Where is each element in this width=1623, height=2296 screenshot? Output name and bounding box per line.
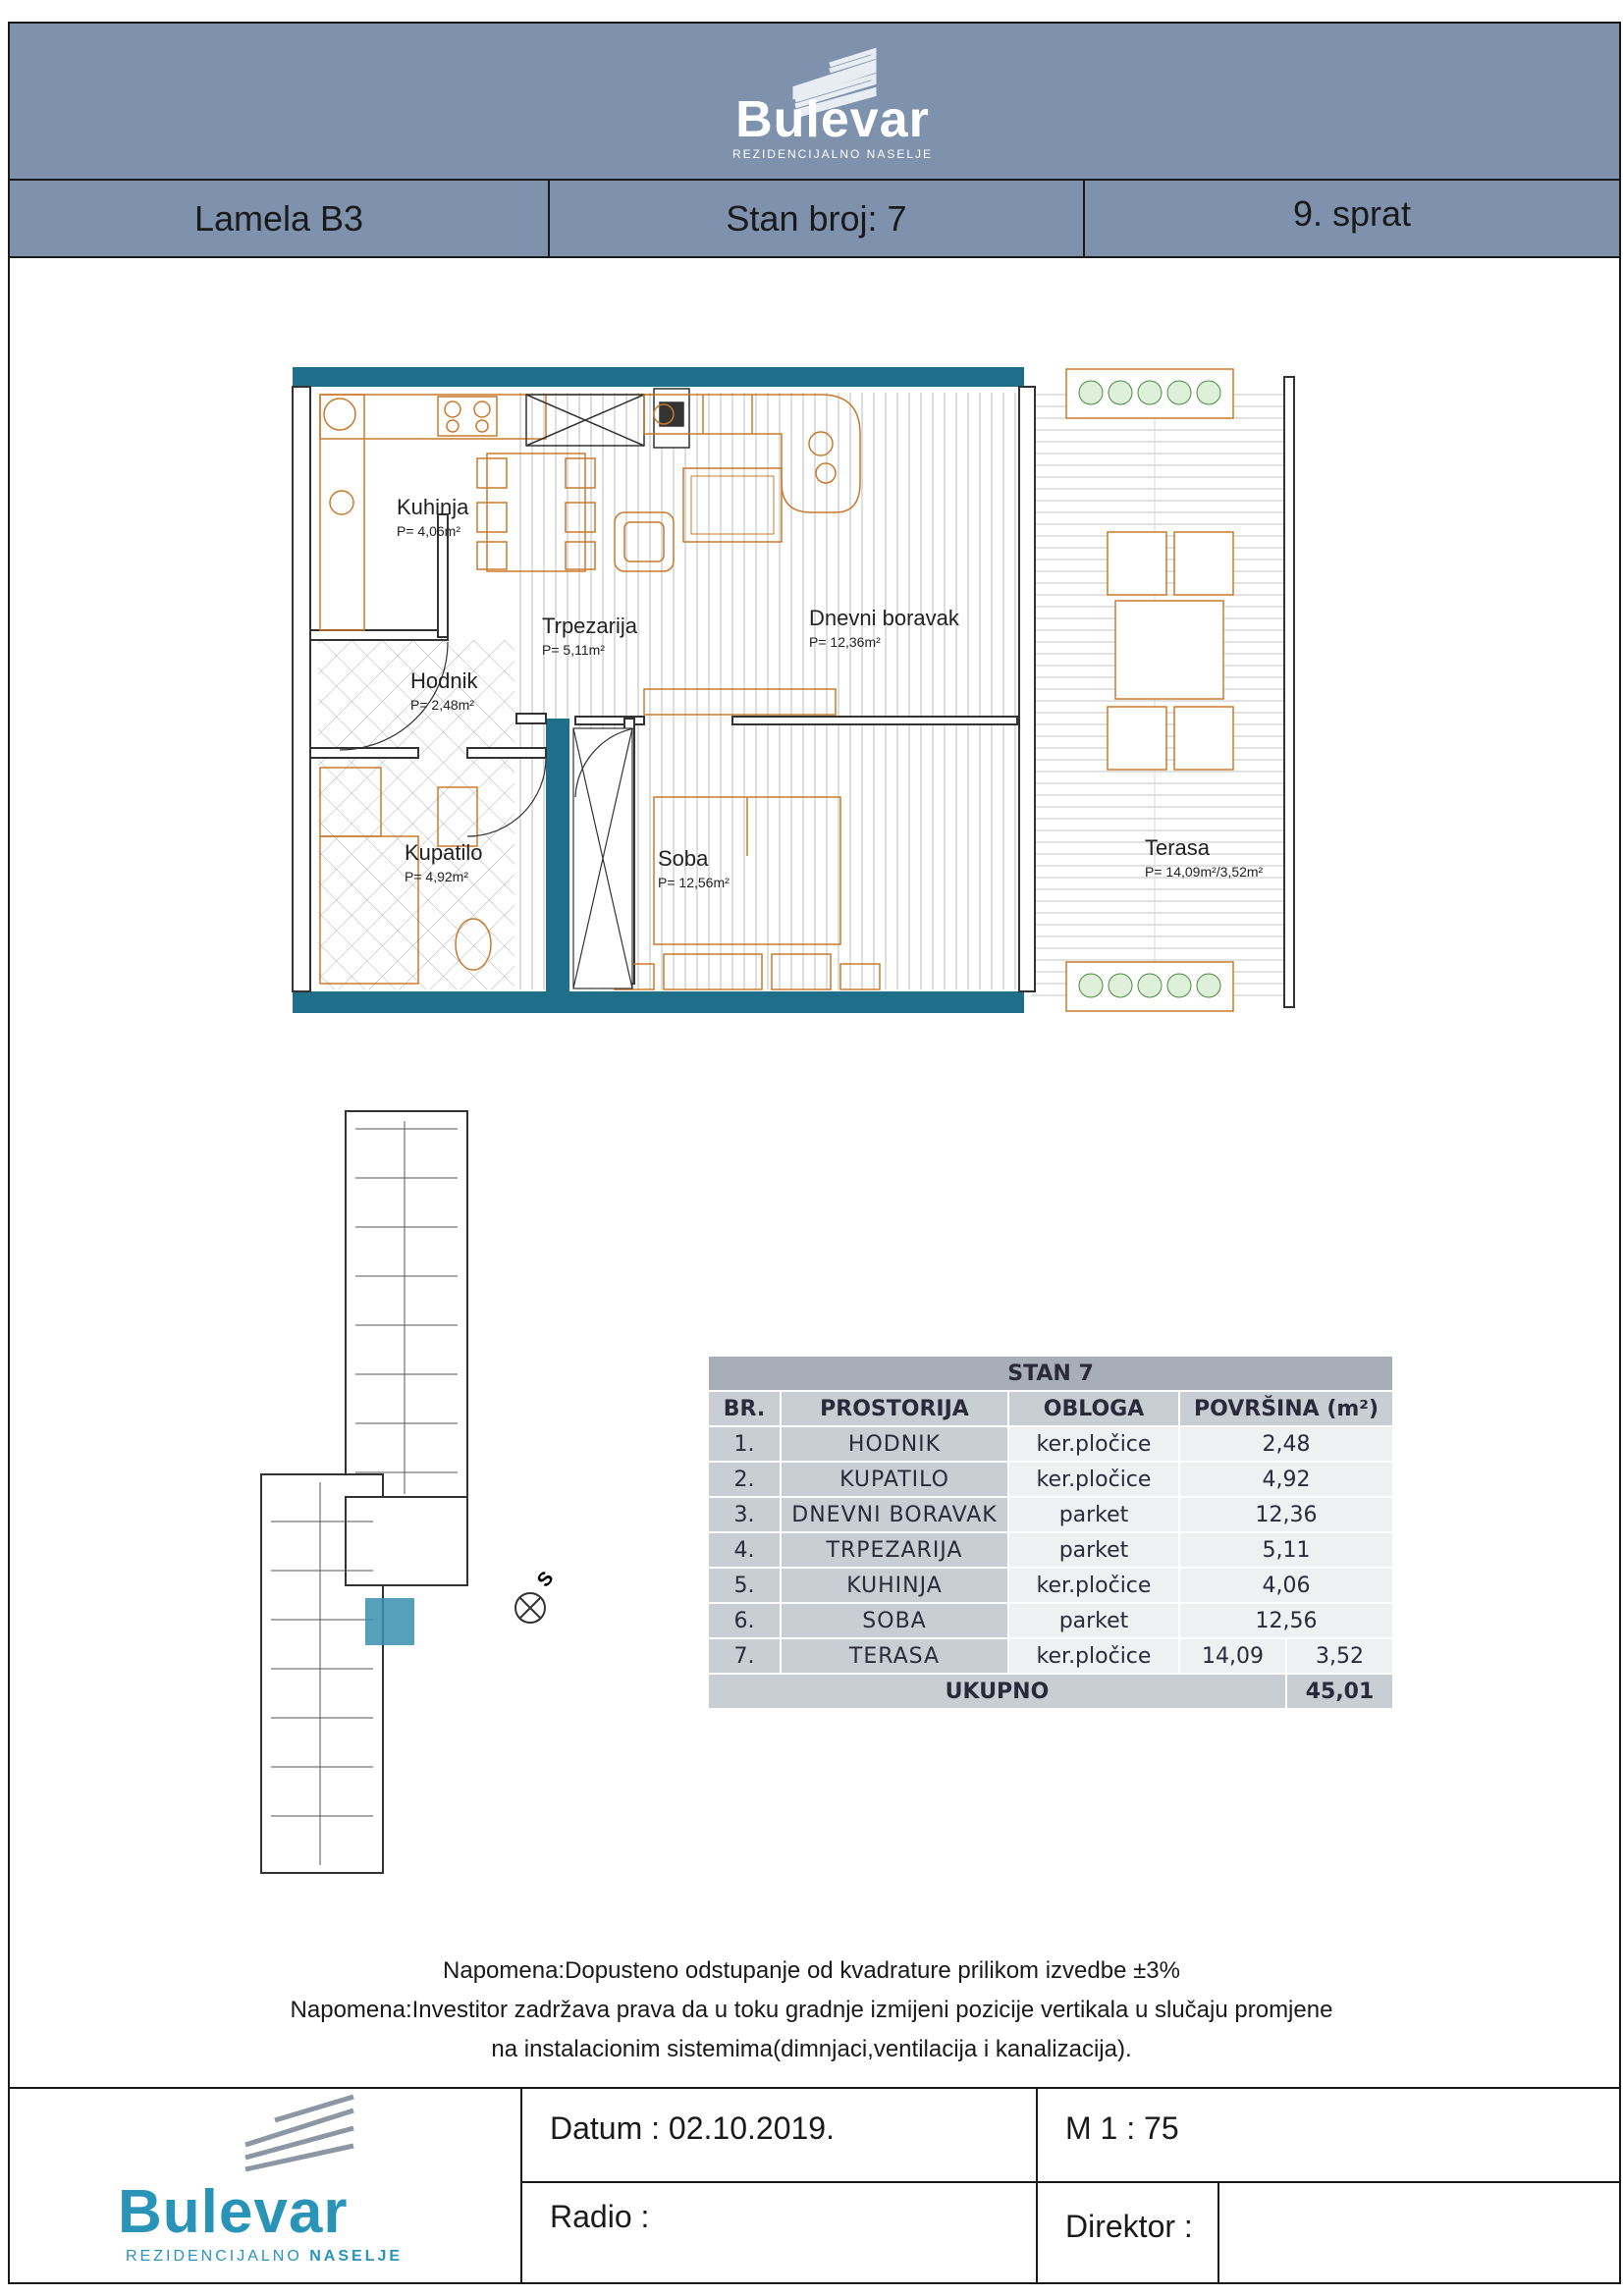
- header-logo-tagline: REZIDENCIJALNO NASELJE: [731, 147, 934, 161]
- terrace-rail: [1284, 377, 1294, 1007]
- north-wall: [293, 367, 1024, 387]
- total-row: [708, 1674, 1393, 1709]
- label-kupatilo: Kupatilo: [405, 840, 483, 865]
- table-row: 6. SOBA parket 12,56: [708, 1603, 1393, 1638]
- south-wall: [293, 991, 1024, 1013]
- soba-wall: [546, 719, 569, 991]
- area-terasa: P= 14,09m²/3,52m²: [1145, 864, 1264, 880]
- east-wall: [1019, 387, 1035, 991]
- floor-plan: [291, 365, 1356, 1013]
- col-prostorija: PROSTORIJA: [781, 1391, 1008, 1426]
- footer-logo-word: Bulevar: [118, 2178, 349, 2246]
- area-soba: P= 12,56m²: [658, 875, 730, 890]
- stan-label: Stan broj: 7: [550, 181, 1085, 256]
- radio-field: Radio :: [550, 2199, 650, 2234]
- label-terasa: Terasa: [1145, 835, 1211, 860]
- page-frame: [8, 22, 1621, 2284]
- area-hodnik: P= 2,48m²: [410, 697, 474, 713]
- table-row: 7. TERASA ker.pločice 14,09 3,52: [708, 1638, 1393, 1674]
- sprat-label: 9. sprat: [1292, 192, 1412, 234]
- west-wall: [293, 387, 310, 991]
- footer-building-logo-icon: [236, 2091, 363, 2179]
- label-trpezarija: Trpezarija: [542, 614, 637, 638]
- area-kuhinja: P= 4,06m²: [397, 523, 460, 539]
- col-br: BR.: [708, 1391, 781, 1426]
- label-soba: Soba: [658, 846, 709, 871]
- note-1: Napomena:Dopusteno odstupanje od kvadrature prilikom izvedbe ±3%: [443, 1957, 1180, 1984]
- total-label: UKUPNO: [708, 1674, 1286, 1709]
- notes: [0, 1951, 1623, 2069]
- table-row: 2. KUPATILO ker.pločice 4,92: [708, 1462, 1393, 1497]
- table-row: 1. HODNIK ker.pločice 2,48: [708, 1426, 1393, 1462]
- table-row: 5. KUHINJA ker.pločice 4,06: [708, 1568, 1393, 1603]
- table-title: STAN 7: [708, 1356, 1393, 1391]
- compass-label: S: [532, 1567, 559, 1592]
- label-kuhinja: Kuhinja: [397, 495, 469, 519]
- table-row: 4. TRPEZARIJA parket 5,11: [708, 1532, 1393, 1568]
- scale-field: M 1 : 75: [1065, 2110, 1179, 2146]
- area-dnevni: P= 12,36m²: [809, 634, 881, 650]
- note-2: Napomena:Investitor zadržava prava da u toku gradnje izmijeni pozicije vertikala u slučaju promjene: [290, 1997, 1333, 2023]
- col-povrsina: POVRŠINA (m²): [1179, 1391, 1393, 1426]
- area-trpezarija: P= 5,11m²: [542, 642, 605, 658]
- area-table: [707, 1355, 1394, 1710]
- footer-logo-tagline: REZIDENCIJALNO NASELJE: [126, 2248, 404, 2265]
- site-plan: [257, 1109, 581, 1875]
- note-3: na instalacionim sistemima(dimnjaci,ventilacija i kanalizacija).: [491, 2036, 1132, 2062]
- lamela-label: Lamela B3: [10, 181, 550, 256]
- apartment-highlight: [365, 1598, 414, 1645]
- total-value: 45,01: [1286, 1674, 1393, 1709]
- label-dnevni: Dnevni boravak: [809, 606, 959, 630]
- col-obloga: OBLOGA: [1008, 1391, 1179, 1426]
- area-kupatilo: P= 4,92m²: [405, 869, 468, 884]
- header-logo-word: Bulevar: [735, 91, 930, 148]
- direktor-field: Direktor :: [1065, 2209, 1193, 2244]
- table-row: 3. DNEVNI BORAVAK parket 12,36: [708, 1497, 1393, 1532]
- datum-field: Datum : 02.10.2019.: [550, 2110, 835, 2146]
- label-hodnik: Hodnik: [410, 668, 478, 693]
